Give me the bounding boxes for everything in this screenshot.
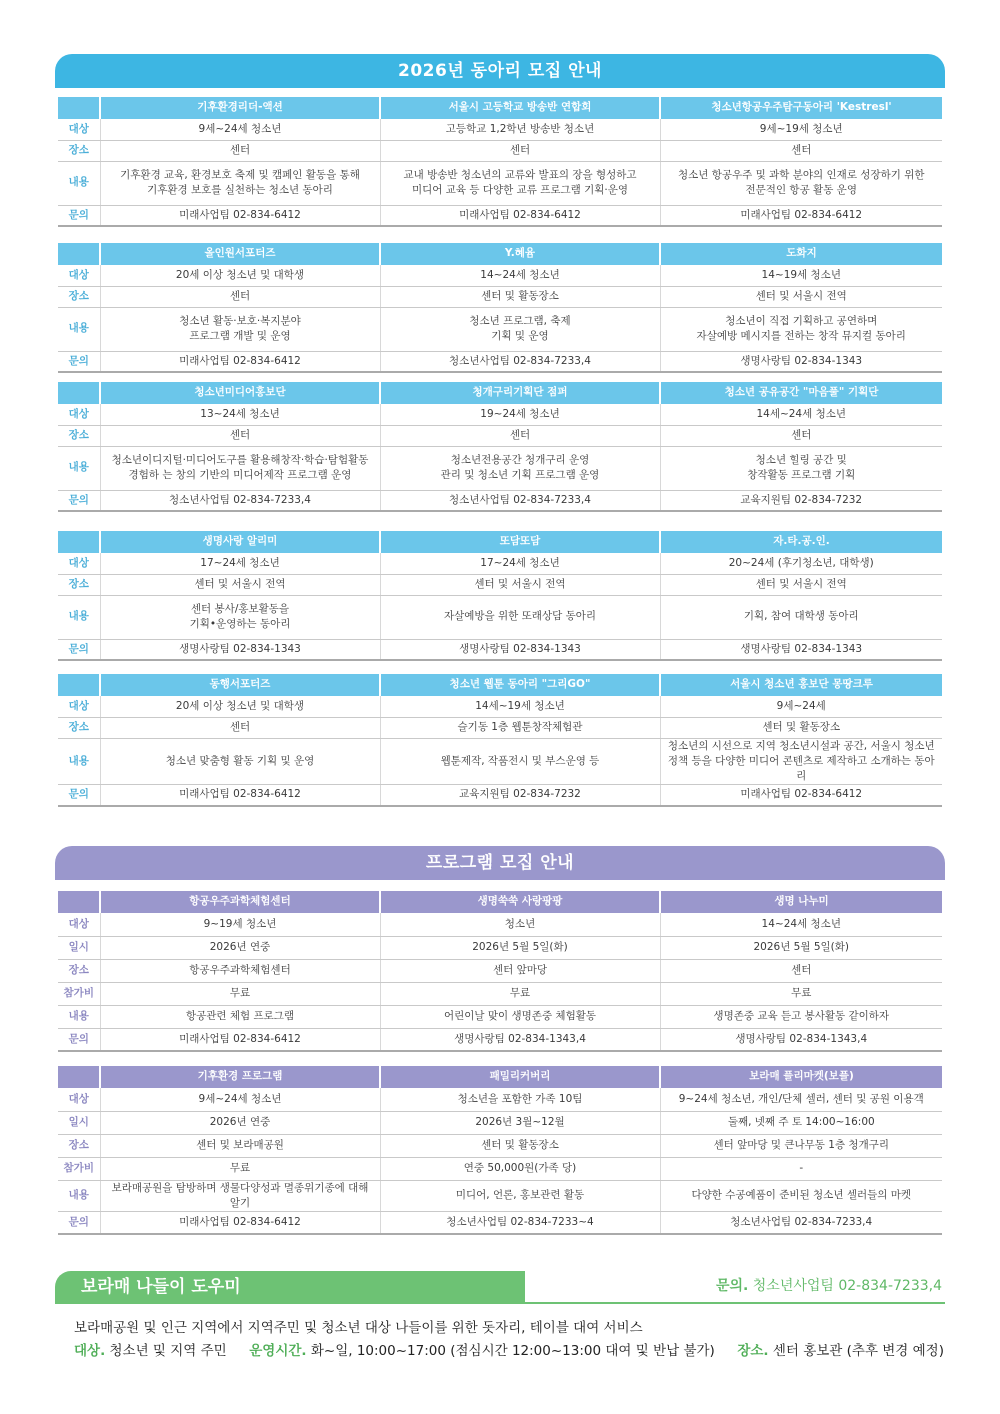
table-row bbox=[58, 1005, 942, 1028]
table-row bbox=[58, 404, 942, 425]
cell-target: 9~19세 청소년 bbox=[100, 913, 380, 936]
program-name: 생명쑥쑥 사랑팡팡 bbox=[380, 891, 660, 913]
program-table bbox=[58, 1066, 942, 1235]
cell-line: 청소년 프로그램, 축제 bbox=[469, 314, 571, 327]
table-row bbox=[58, 119, 942, 140]
table-row bbox=[58, 140, 942, 161]
row-label-place: 장소 bbox=[58, 286, 100, 307]
cell-line: 기후환경 교육, 환경보호 축제 및 캠페인 활동을 통해 bbox=[120, 168, 360, 181]
cell-target: 13~24세 청소년 bbox=[100, 404, 380, 425]
cell-content: 미디어, 언론, 홍보관련 활동 bbox=[380, 1180, 660, 1211]
program-name: 청소년미디어홍보단 bbox=[100, 382, 380, 404]
table-row bbox=[58, 738, 942, 785]
table-row bbox=[58, 936, 942, 959]
cell-line: 청소년전용공간 청개구리 운영 bbox=[450, 453, 590, 466]
cell-target: 14세~24세 청소년 bbox=[660, 404, 942, 425]
helper-hours-value: 화~일, 10:00~17:00 (점심시간 12:00~13:00 대여 및 반납 불가) bbox=[310, 1343, 715, 1359]
cell-contact: 생명사랑팀 02-834-1343 bbox=[660, 639, 942, 660]
row-label-fee: 참가비 bbox=[58, 1157, 100, 1180]
cell-target: 17~24세 청소년 bbox=[100, 553, 380, 574]
cell-date: 2026년 5월 5일(화) bbox=[380, 936, 660, 959]
table-row bbox=[58, 425, 942, 446]
table-row bbox=[58, 696, 942, 717]
cell-place: 센터 bbox=[380, 140, 660, 161]
cell-contact: 미래사업팀 02-834-6412 bbox=[380, 205, 660, 226]
header-corner bbox=[58, 97, 100, 119]
helper-contact bbox=[716, 1275, 942, 1295]
cell-content bbox=[660, 161, 942, 205]
program-name: 동행서포터즈 bbox=[100, 674, 380, 696]
table-row bbox=[58, 574, 942, 595]
cell-line: 청소년 힐링 공간 및 bbox=[755, 453, 847, 466]
table-header-row bbox=[58, 674, 942, 696]
header-corner bbox=[58, 1066, 100, 1088]
cell-line: 청소년이 직접 기획하고 공연하며 bbox=[725, 314, 878, 327]
helper-contact-value: 청소년사업팀 02-834-7233,4 bbox=[752, 1278, 942, 1294]
cell-content bbox=[100, 446, 380, 490]
cell-content bbox=[100, 738, 380, 785]
club-banner: 2026년 동아리 모집 안내 bbox=[55, 54, 945, 88]
cell-line: 청소년이디지털·미디어도구를 활용해창작·학습·탐험활동 bbox=[111, 453, 369, 466]
cell-line: 청소년 항공우주 및 과학 분야의 인재로 성장하기 위한 bbox=[677, 168, 925, 181]
program-name: 서울시 고등학교 방송반 연합회 bbox=[380, 97, 660, 119]
cell-content: 어린이날 맞이 생명존중 체험활동 bbox=[380, 1005, 660, 1028]
cell-line: 청소년의 시선으로 지역 청소년시설과 공간, 서울시 청소년 bbox=[667, 739, 935, 752]
row-label-date: 일시 bbox=[58, 1111, 100, 1134]
table-row bbox=[58, 490, 942, 511]
cell-line: 프로그램 개발 및 운영 bbox=[189, 330, 291, 342]
cell-target: 청소년을 포함한 가족 10팀 bbox=[380, 1088, 660, 1111]
header-corner bbox=[58, 531, 100, 553]
table-header-row bbox=[58, 382, 942, 404]
cell-date: 2026년 연중 bbox=[100, 936, 380, 959]
header-corner bbox=[58, 674, 100, 696]
program-name: 기후환경리더-액션 bbox=[100, 97, 380, 119]
club-table bbox=[58, 243, 942, 373]
row-label-contact: 문의 bbox=[58, 1211, 100, 1234]
table-row bbox=[58, 286, 942, 307]
row-label-target: 대상 bbox=[58, 265, 100, 286]
cell-line: 자살예방 메시지를 전하는 창작 뮤지컬 동아리 bbox=[696, 330, 906, 342]
row-label-target: 대상 bbox=[58, 696, 100, 717]
row-label-target: 대상 bbox=[58, 553, 100, 574]
program-name: Y.혜윰 bbox=[380, 243, 660, 265]
table-row bbox=[58, 717, 942, 738]
cell-fee: 연중 50,000원(가족 당) bbox=[380, 1157, 660, 1180]
cell-content: 항공관련 체험 프로그램 bbox=[100, 1005, 380, 1028]
table-row bbox=[58, 639, 942, 660]
table-row bbox=[58, 553, 942, 574]
cell-content bbox=[380, 738, 660, 785]
row-label-contact: 문의 bbox=[58, 639, 100, 660]
row-label-place: 장소 bbox=[58, 574, 100, 595]
cell-place: 센터 bbox=[660, 959, 942, 982]
cell-line: 청소년 활동·보호·복지분야 bbox=[179, 314, 301, 327]
cell-content bbox=[100, 161, 380, 205]
program-table bbox=[58, 891, 942, 1052]
club-table bbox=[58, 382, 942, 512]
cell-fee: - bbox=[660, 1157, 942, 1180]
cell-line: 기획, 참여 대학생 동아리 bbox=[743, 610, 859, 623]
program-name: 도화지 bbox=[660, 243, 942, 265]
program-name: 패밀리커버리 bbox=[380, 1066, 660, 1088]
cell-fee: 무료 bbox=[100, 982, 380, 1005]
cell-line: 기획 및 운영 bbox=[491, 330, 549, 342]
row-label-content: 내용 bbox=[58, 1180, 100, 1211]
cell-contact: 미래사업팀 02-834-6412 bbox=[100, 205, 380, 226]
helper-place-key: 장소. bbox=[737, 1343, 769, 1359]
cell-place: 센터 bbox=[100, 425, 380, 446]
program-name: 청소년항공우주탐구동아리 'Kestresl' bbox=[660, 97, 942, 119]
table-row bbox=[58, 959, 942, 982]
row-label-fee: 참가비 bbox=[58, 982, 100, 1005]
cell-place: 센터 bbox=[660, 140, 942, 161]
table-header-row bbox=[58, 97, 942, 119]
table-row bbox=[58, 265, 942, 286]
cell-line: 경험하 는 창의 기반의 미디어제작 프로그램 운영 bbox=[128, 469, 352, 481]
cell-line: 센터 봉사/홍보활동을 bbox=[190, 602, 290, 615]
cell-target: 14~24세 청소년 bbox=[380, 265, 660, 286]
cell-date: 둘째, 넷째 주 토 14:00~16:00 bbox=[660, 1111, 942, 1134]
cell-fee: 무료 bbox=[660, 982, 942, 1005]
table-row bbox=[58, 1111, 942, 1134]
table-row bbox=[58, 161, 942, 205]
header-corner bbox=[58, 891, 100, 913]
helper-hours bbox=[249, 1339, 715, 1359]
row-label-content: 내용 bbox=[58, 738, 100, 785]
cell-content: 다양한 수공예품이 준비된 청소년 셀러들의 마켓 bbox=[660, 1180, 942, 1211]
row-label-date: 일시 bbox=[58, 936, 100, 959]
cell-line: 교내 방송반 청소년의 교류와 발표의 장을 형성하고 bbox=[403, 168, 637, 181]
club-table bbox=[58, 531, 942, 661]
cell-content bbox=[660, 595, 942, 639]
cell-contact: 청소년사업팀 02-834-7233,4 bbox=[380, 490, 660, 511]
program-name: 청소년 웹툰 동아리 "그리GO" bbox=[380, 674, 660, 696]
table-header-row bbox=[58, 1066, 942, 1088]
row-label-content: 내용 bbox=[58, 595, 100, 639]
table-header-row bbox=[58, 243, 942, 265]
row-label-place: 장소 bbox=[58, 717, 100, 738]
cell-place: 센터 bbox=[660, 425, 942, 446]
row-label-content: 내용 bbox=[58, 1005, 100, 1028]
cell-target: 20세 이상 청소년 및 대학생 bbox=[100, 696, 380, 717]
table-row bbox=[58, 1180, 942, 1211]
table-row bbox=[58, 595, 942, 639]
program-name: 자.타.공.인. bbox=[660, 531, 942, 553]
cell-content bbox=[380, 595, 660, 639]
cell-contact: 생명사랑팀 02-834-1343 bbox=[660, 351, 942, 372]
cell-place: 센터 및 서울시 전역 bbox=[660, 574, 942, 595]
table-row bbox=[58, 307, 942, 351]
cell-target: 20세 이상 청소년 및 대학생 bbox=[100, 265, 380, 286]
helper-target-value: 청소년 및 지역 주민 bbox=[109, 1343, 227, 1359]
row-label-content: 내용 bbox=[58, 307, 100, 351]
row-label-target: 대상 bbox=[58, 913, 100, 936]
cell-contact: 청소년사업팀 02-834-7233,4 bbox=[380, 351, 660, 372]
table-header-row bbox=[58, 531, 942, 553]
cell-target: 9세~24세 bbox=[660, 696, 942, 717]
cell-line: 전문적인 항공 활동 운영 bbox=[745, 184, 857, 196]
table-row bbox=[58, 446, 942, 490]
table-row bbox=[58, 1157, 942, 1180]
program-name: 생명사랑 알리미 bbox=[100, 531, 380, 553]
cell-target: 14~19세 청소년 bbox=[660, 265, 942, 286]
helper-contact-key: 문의. bbox=[715, 1278, 749, 1294]
cell-contact: 미래사업팀 02-834-6412 bbox=[100, 351, 380, 372]
helper-hours-key: 운영시간. bbox=[249, 1343, 307, 1359]
cell-line: 미디어 교육 등 다양한 교류 프로그램 기획·운영 bbox=[411, 184, 629, 196]
program-name: 항공우주과학체험센터 bbox=[100, 891, 380, 913]
cell-target: 14세~19세 청소년 bbox=[380, 696, 660, 717]
cell-place: 센터 및 서울시 전역 bbox=[380, 574, 660, 595]
program-banner: 프로그램 모집 안내 bbox=[55, 846, 945, 880]
program-name: 청소년 공유공간 "마음풀" 기획단 bbox=[660, 382, 942, 404]
cell-place: 센터 bbox=[100, 717, 380, 738]
cell-target: 20~24세 (후기청소년, 대학생) bbox=[660, 553, 942, 574]
table-row bbox=[58, 982, 942, 1005]
cell-contact: 미래사업팀 02-834-6412 bbox=[660, 205, 942, 226]
cell-contact: 교육지원팀 02-834-7232 bbox=[380, 785, 660, 806]
cell-line: 창작활동 프로그램 기획 bbox=[747, 469, 856, 481]
program-name: 올인원서포터즈 bbox=[100, 243, 380, 265]
cell-contact: 생명사랑팀 02-834-1343 bbox=[380, 639, 660, 660]
row-label-contact: 문의 bbox=[58, 351, 100, 372]
cell-contact: 미래사업팀 02-834-6412 bbox=[100, 1211, 380, 1234]
cell-contact: 청소년사업팀 02-834-7233,4 bbox=[100, 490, 380, 511]
cell-content: 생명존중 교육 듣고 봉사활동 같이하자 bbox=[660, 1005, 942, 1028]
cell-content bbox=[380, 161, 660, 205]
cell-target: 고등학교 1,2학년 방송반 청소년 bbox=[380, 119, 660, 140]
table-row bbox=[58, 1134, 942, 1157]
club-table bbox=[58, 674, 942, 807]
header-corner bbox=[58, 243, 100, 265]
row-label-target: 대상 bbox=[58, 404, 100, 425]
program-name: 생명 나누미 bbox=[660, 891, 942, 913]
cell-target: 9세~19세 청소년 bbox=[660, 119, 942, 140]
row-label-contact: 문의 bbox=[58, 205, 100, 226]
cell-contact: 청소년사업팀 02-834-7233,4 bbox=[660, 1211, 942, 1234]
cell-place: 센터 및 활동장소 bbox=[380, 286, 660, 307]
cell-contact: 미래사업팀 02-834-6412 bbox=[100, 785, 380, 806]
cell-line: 기후환경 보호를 실천하는 청소년 동아리 bbox=[147, 184, 333, 196]
cell-place: 센터 및 서울시 전역 bbox=[660, 286, 942, 307]
header-corner bbox=[58, 382, 100, 404]
cell-target: 청소년 bbox=[380, 913, 660, 936]
cell-place: 슬기동 1층 웹툰창작체험관 bbox=[380, 717, 660, 738]
cell-place: 센터 및 서울시 전역 bbox=[100, 574, 380, 595]
cell-place: 항공우주과학체험센터 bbox=[100, 959, 380, 982]
row-label-content: 내용 bbox=[58, 161, 100, 205]
helper-info bbox=[74, 1339, 944, 1359]
row-label-contact: 문의 bbox=[58, 1028, 100, 1051]
table-row bbox=[58, 785, 942, 806]
cell-contact: 미래사업팀 02-834-6412 bbox=[100, 1028, 380, 1051]
helper-target bbox=[74, 1339, 227, 1359]
cell-target: 17~24세 청소년 bbox=[380, 553, 660, 574]
cell-target: 9세~24세 청소년 bbox=[100, 1088, 380, 1111]
row-label-target: 대상 bbox=[58, 119, 100, 140]
cell-content: 보라매공원을 탐방하며 생물다양성과 멸종위기종에 대해 알기 bbox=[100, 1180, 380, 1211]
cell-fee: 무료 bbox=[100, 1157, 380, 1180]
cell-content bbox=[660, 307, 942, 351]
table-row bbox=[58, 1028, 942, 1051]
club-table bbox=[58, 97, 942, 227]
helper-place-value: 센터 홍보관 (추후 변경 예정) bbox=[772, 1343, 944, 1359]
table-row bbox=[58, 1211, 942, 1234]
program-name: 기후환경 프로그램 bbox=[100, 1066, 380, 1088]
table-row bbox=[58, 351, 942, 372]
cell-content bbox=[380, 307, 660, 351]
cell-contact: 생명사랑팀 02-834-1343 bbox=[100, 639, 380, 660]
cell-target: 9~24세 청소년, 개인/단체 셀러, 센터 및 공원 이용객 bbox=[660, 1088, 942, 1111]
helper-place bbox=[737, 1339, 944, 1359]
cell-content bbox=[100, 595, 380, 639]
cell-place: 센터 및 활동장소 bbox=[660, 717, 942, 738]
helper-description: 보라매공원 및 인근 지역에서 지역주민 및 청소년 대상 나들이를 위한 돗자리, 테이블 대여 서비스 bbox=[74, 1320, 643, 1336]
cell-content bbox=[100, 307, 380, 351]
cell-content bbox=[660, 738, 942, 785]
row-label-contact: 문의 bbox=[58, 785, 100, 806]
table-row bbox=[58, 1088, 942, 1111]
row-label-place: 장소 bbox=[58, 959, 100, 982]
cell-place: 센터 및 활동장소 bbox=[380, 1134, 660, 1157]
cell-contact: 교육지원팀 02-834-7232 bbox=[660, 490, 942, 511]
row-label-place: 장소 bbox=[58, 425, 100, 446]
cell-place: 센터 bbox=[100, 286, 380, 307]
cell-line: 정책 등을 다양한 미디어 콘텐츠로 제작하고 소개하는 동아리 bbox=[667, 754, 935, 782]
cell-line: 기획•운영하는 동아리 bbox=[189, 618, 291, 630]
program-name: 청개구리기획단 점퍼 bbox=[380, 382, 660, 404]
cell-place: 센터 bbox=[380, 425, 660, 446]
table-row bbox=[58, 913, 942, 936]
row-label-target: 대상 bbox=[58, 1088, 100, 1111]
cell-line: 관리 및 청소년 기획 프로그램 운영 bbox=[440, 469, 600, 481]
row-label-place: 장소 bbox=[58, 140, 100, 161]
cell-contact: 청소년사업팀 02-834-7233~4 bbox=[380, 1211, 660, 1234]
row-label-content: 내용 bbox=[58, 446, 100, 490]
row-label-place: 장소 bbox=[58, 1134, 100, 1157]
cell-target: 9세~24세 청소년 bbox=[100, 119, 380, 140]
helper-target-key: 대상. bbox=[74, 1343, 106, 1359]
helper-title: 보라매 나들이 도우미 bbox=[55, 1271, 525, 1304]
cell-place: 센터 bbox=[100, 140, 380, 161]
cell-place: 센터 앞마당 bbox=[380, 959, 660, 982]
cell-date: 2026년 3월~12월 bbox=[380, 1111, 660, 1134]
row-label-contact: 문의 bbox=[58, 490, 100, 511]
program-name: 또담또담 bbox=[380, 531, 660, 553]
cell-place: 센터 앞마당 및 큰나무동 1층 청개구리 bbox=[660, 1134, 942, 1157]
cell-date: 2026년 5월 5일(화) bbox=[660, 936, 942, 959]
cell-line: 웹툰제작, 작품전시 및 부스운영 등 bbox=[440, 754, 600, 767]
cell-content bbox=[660, 446, 942, 490]
cell-target: 14~24세 청소년 bbox=[660, 913, 942, 936]
table-header-row bbox=[58, 891, 942, 913]
cell-target: 19~24세 청소년 bbox=[380, 404, 660, 425]
cell-date: 2026년 연중 bbox=[100, 1111, 380, 1134]
program-name: 서울시 청소년 홍보단 몽땅크루 bbox=[660, 674, 942, 696]
cell-line: 청소년 맞춤형 활동 기획 및 운영 bbox=[165, 754, 315, 767]
helper-divider bbox=[525, 1302, 945, 1304]
cell-fee: 무료 bbox=[380, 982, 660, 1005]
cell-contact: 미래사업팀 02-834-6412 bbox=[660, 785, 942, 806]
table-row bbox=[58, 205, 942, 226]
program-name: 보라매 플리마켓(보플) bbox=[660, 1066, 942, 1088]
cell-content bbox=[380, 446, 660, 490]
cell-contact: 생명사랑팀 02-834-1343,4 bbox=[380, 1028, 660, 1051]
cell-line: 자살예방을 위한 또래상담 동아리 bbox=[443, 610, 596, 623]
cell-contact: 생명사랑팀 02-834-1343,4 bbox=[660, 1028, 942, 1051]
cell-place: 센터 및 보라매공원 bbox=[100, 1134, 380, 1157]
